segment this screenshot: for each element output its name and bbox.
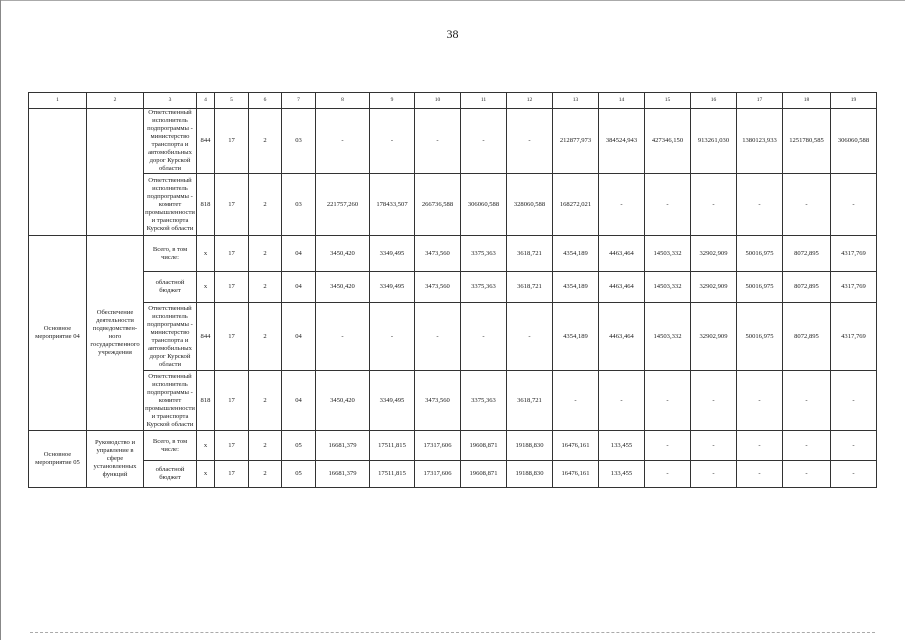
value-cell: 3618,721	[507, 272, 553, 303]
column-number: 11	[461, 93, 507, 109]
value-cell: 818	[197, 371, 215, 431]
value-cell: 3450,420	[316, 236, 370, 272]
value-cell: 3349,495	[370, 371, 415, 431]
column-number: 5	[215, 93, 249, 109]
value-cell: -	[553, 371, 599, 431]
scan-footer-edge	[30, 632, 875, 633]
value-cell: 04	[282, 303, 316, 371]
value-cell: 16476,161	[553, 431, 599, 461]
value-cell: 3349,495	[370, 272, 415, 303]
value-cell: 221757,260	[316, 174, 370, 236]
column-number: 1	[29, 93, 87, 109]
value-cell: -	[691, 461, 737, 488]
value-cell: -	[507, 303, 553, 371]
value-cell: 178433,507	[370, 174, 415, 236]
column-number: 13	[553, 93, 599, 109]
table-row	[29, 272, 877, 303]
value-cell: 2	[249, 431, 282, 461]
value-cell: 03	[282, 174, 316, 236]
value-cell: 17	[215, 174, 249, 236]
column-number: 6	[249, 93, 282, 109]
activity-title-cell: Руководство и управление в сфере установленных функций	[87, 431, 144, 488]
value-cell: 4317,769	[831, 272, 877, 303]
value-cell: -	[831, 461, 877, 488]
value-cell: -	[461, 109, 507, 174]
value-cell: 3375,363	[461, 371, 507, 431]
column-number: 14	[599, 93, 645, 109]
value-cell: 3349,495	[370, 236, 415, 272]
value-cell: 2	[249, 109, 282, 174]
value-cell: 05	[282, 431, 316, 461]
value-cell: 14503,332	[645, 236, 691, 272]
value-cell: -	[831, 174, 877, 236]
value-cell: -	[783, 461, 831, 488]
source-cell: Ответственный исполнитель подпрограммы - министерство транспорта и автомобильных дорог Курской области	[144, 303, 197, 371]
value-cell: 133,455	[599, 461, 645, 488]
value-cell: -	[415, 303, 461, 371]
column-number: 19	[831, 93, 877, 109]
value-cell: -	[783, 174, 831, 236]
table-row	[29, 174, 877, 236]
value-cell: -	[691, 371, 737, 431]
value-cell: 50016,975	[737, 303, 783, 371]
activity-title-cell	[87, 109, 144, 236]
table-row	[29, 371, 877, 431]
value-cell: 4463,464	[599, 272, 645, 303]
activity-cell: Основное мероприятие 05	[29, 431, 87, 488]
value-cell: -	[737, 431, 783, 461]
column-number: 15	[645, 93, 691, 109]
value-cell: 4463,464	[599, 303, 645, 371]
value-cell: -	[831, 371, 877, 431]
value-cell: 03	[282, 109, 316, 174]
budget-table	[28, 92, 877, 488]
source-cell: областной бюджет	[144, 272, 197, 303]
scan-edge-top	[0, 0, 905, 1]
value-cell: 19608,871	[461, 431, 507, 461]
value-cell: 19188,830	[507, 461, 553, 488]
value-cell: -	[691, 431, 737, 461]
scan-edge-left	[0, 0, 1, 640]
value-cell: 4354,189	[553, 236, 599, 272]
column-number: 12	[507, 93, 553, 109]
value-cell: 3618,721	[507, 236, 553, 272]
value-cell: x	[197, 272, 215, 303]
value-cell: 04	[282, 371, 316, 431]
value-cell: 50016,975	[737, 236, 783, 272]
activity-cell: Основное мероприятие 04	[29, 236, 87, 431]
activity-title-cell: Обеспечение деятельности подведомствен-ного государственного учреждения	[87, 236, 144, 431]
value-cell: 4354,189	[553, 303, 599, 371]
source-cell: Всего, в том числе:	[144, 236, 197, 272]
table-row	[29, 303, 877, 371]
source-cell: Ответственный исполнитель подпрограммы - комитет промышленности и транспорта Курской области	[144, 174, 197, 236]
column-number: 17	[737, 93, 783, 109]
value-cell: 19188,830	[507, 431, 553, 461]
value-cell: -	[737, 461, 783, 488]
value-cell: 3473,560	[415, 371, 461, 431]
value-cell: 3450,420	[316, 371, 370, 431]
value-cell: -	[507, 109, 553, 174]
value-cell: 8072,895	[783, 272, 831, 303]
source-cell: Ответственный исполнитель подпрограммы - комитет промышленности и транспорта Курской области	[144, 371, 197, 431]
value-cell: -	[370, 303, 415, 371]
activity-cell	[29, 109, 87, 236]
value-cell: 2	[249, 461, 282, 488]
column-number: 3	[144, 93, 197, 109]
value-cell: 17511,815	[370, 431, 415, 461]
value-cell: 17	[215, 236, 249, 272]
value-cell: 1380123,933	[737, 109, 783, 174]
value-cell: 19608,871	[461, 461, 507, 488]
value-cell: -	[316, 109, 370, 174]
value-cell: -	[645, 431, 691, 461]
value-cell: 266736,588	[415, 174, 461, 236]
value-cell: 3473,560	[415, 272, 461, 303]
value-cell: -	[316, 303, 370, 371]
value-cell: 17511,815	[370, 461, 415, 488]
value-cell: 17	[215, 431, 249, 461]
value-cell: 818	[197, 174, 215, 236]
value-cell: 17317,606	[415, 431, 461, 461]
value-cell: -	[645, 371, 691, 431]
value-cell: 133,455	[599, 431, 645, 461]
value-cell: 04	[282, 236, 316, 272]
value-cell: 32902,909	[691, 236, 737, 272]
value-cell: 17	[215, 371, 249, 431]
value-cell: 844	[197, 109, 215, 174]
value-cell: 2	[249, 371, 282, 431]
page-number: 38	[446, 27, 459, 41]
value-cell: -	[783, 431, 831, 461]
value-cell: 8072,895	[783, 303, 831, 371]
column-number: 10	[415, 93, 461, 109]
value-cell: -	[370, 109, 415, 174]
value-cell: x	[197, 461, 215, 488]
value-cell: 3375,363	[461, 272, 507, 303]
column-number: 7	[282, 93, 316, 109]
value-cell: 913261,030	[691, 109, 737, 174]
column-number: 18	[783, 93, 831, 109]
source-cell: Ответственный исполнитель подпрограммы - министерство транспорта и автомобильных дорог Курской области	[144, 109, 197, 174]
column-number: 2	[87, 93, 144, 109]
value-cell: -	[599, 371, 645, 431]
value-cell: 3473,560	[415, 236, 461, 272]
value-cell: 844	[197, 303, 215, 371]
value-cell: x	[197, 236, 215, 272]
table-row	[29, 109, 877, 174]
column-number: 9	[370, 93, 415, 109]
value-cell: -	[737, 174, 783, 236]
value-cell: 2	[249, 272, 282, 303]
value-cell: 4317,769	[831, 303, 877, 371]
value-cell: 427346,150	[645, 109, 691, 174]
value-cell: 2	[249, 174, 282, 236]
value-cell: 17	[215, 109, 249, 174]
source-cell: Всего, в том числе:	[144, 431, 197, 461]
value-cell: 2	[249, 236, 282, 272]
value-cell: 2	[249, 303, 282, 371]
value-cell: 3618,721	[507, 371, 553, 431]
source-cell: областной бюджет	[144, 461, 197, 488]
value-cell: x	[197, 431, 215, 461]
value-cell: 4463,464	[599, 236, 645, 272]
value-cell: 328060,588	[507, 174, 553, 236]
value-cell: 32902,909	[691, 272, 737, 303]
value-cell: -	[737, 371, 783, 431]
value-cell: -	[645, 461, 691, 488]
column-number: 8	[316, 93, 370, 109]
value-cell: 17317,606	[415, 461, 461, 488]
value-cell: 14503,332	[645, 272, 691, 303]
value-cell: -	[599, 174, 645, 236]
value-cell: 14503,332	[645, 303, 691, 371]
value-cell: 1251780,585	[783, 109, 831, 174]
value-cell: -	[691, 174, 737, 236]
value-cell: 05	[282, 461, 316, 488]
value-cell: 4354,189	[553, 272, 599, 303]
value-cell: -	[645, 174, 691, 236]
value-cell: -	[831, 431, 877, 461]
value-cell: 17	[215, 272, 249, 303]
value-cell: 16476,161	[553, 461, 599, 488]
value-cell: 16681,379	[316, 461, 370, 488]
column-number: 16	[691, 93, 737, 109]
table-row	[29, 461, 877, 488]
value-cell: 3375,363	[461, 236, 507, 272]
value-cell: 32902,909	[691, 303, 737, 371]
value-cell: -	[415, 109, 461, 174]
value-cell: 306060,588	[461, 174, 507, 236]
value-cell: -	[783, 371, 831, 431]
value-cell: -	[461, 303, 507, 371]
value-cell: 8072,895	[783, 236, 831, 272]
value-cell: 17	[215, 303, 249, 371]
table-row	[29, 236, 877, 272]
value-cell: 50016,975	[737, 272, 783, 303]
column-number-row	[29, 93, 877, 109]
value-cell: 17	[215, 461, 249, 488]
value-cell: 04	[282, 272, 316, 303]
column-number: 4	[197, 93, 215, 109]
value-cell: 168272,021	[553, 174, 599, 236]
value-cell: 4317,769	[831, 236, 877, 272]
table-row	[29, 431, 877, 461]
value-cell: 16681,379	[316, 431, 370, 461]
value-cell: 306060,588	[831, 109, 877, 174]
value-cell: 384524,943	[599, 109, 645, 174]
value-cell: 212877,973	[553, 109, 599, 174]
value-cell: 3450,420	[316, 272, 370, 303]
